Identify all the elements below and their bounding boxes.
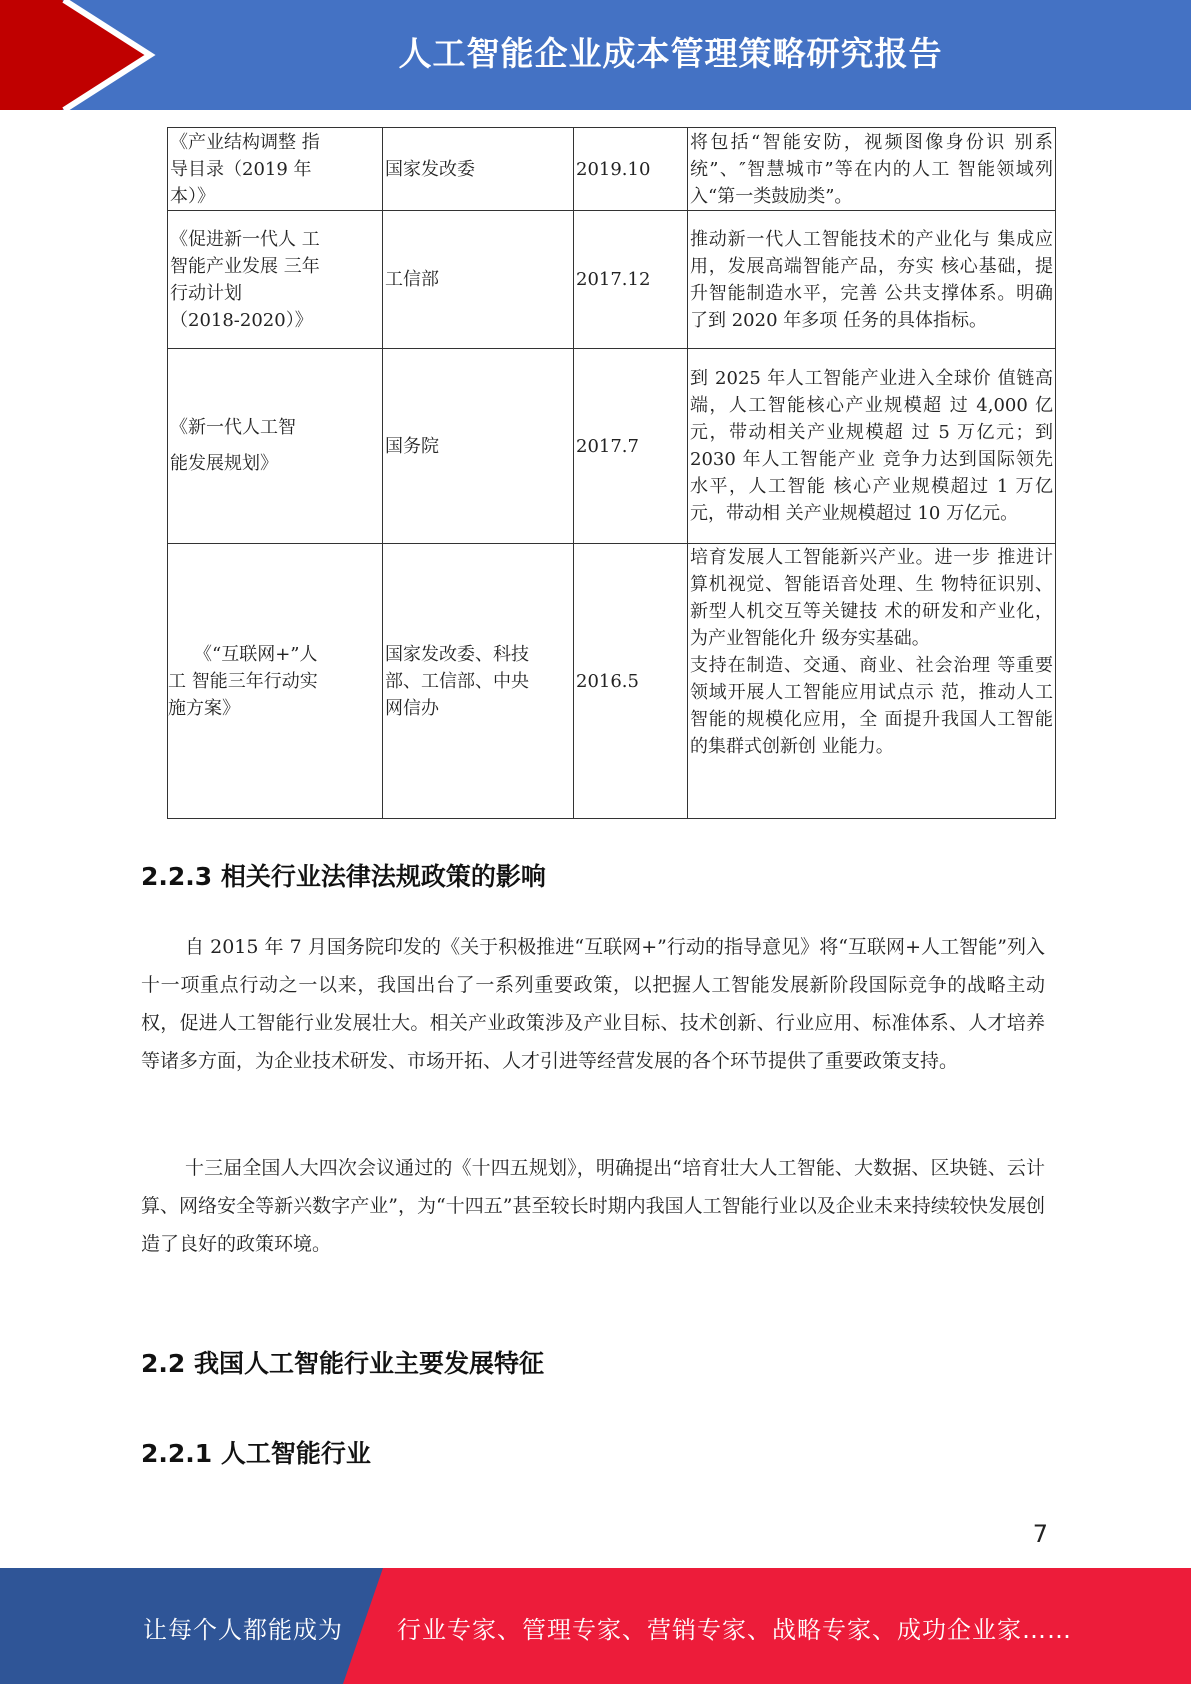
date-cell: 2016.5 [574,544,688,819]
table-row [168,128,1056,211]
date-cell: 2017.12 [574,211,688,349]
content-cell: 培育发展人工智能新兴产业。进一步 推进计算机视觉、智能语音处理、生 物特征识别、新型人机交互等关键技 术的研发和产业化，为产业智能化升 级夯实基础。 支持在制造、交通、商业、社会治理 等重要领域开展人工智能应用试点示 范，推动人工智能的规模化应用，全 面提升我国人工智能的集群式创新创 业能力。 [688,544,1056,819]
table-row [168,349,1056,544]
content-cell: 到 2025 年人工智能产业进入全球价 值链高端，人工智能核心产业规模超 过 4,000 亿元，带动相关产业规模超 过 5 万亿元；到 2030 年人工智能产业 竞争力达到国际领先水平，人工智能 核心产业规模超过 1 万亿元，带动相 关产业规模超过 10 万亿元。 [688,349,1056,544]
issuer-cell: 国务院 [383,349,574,544]
policy-name-cell: 《新一代人工智 能发展规划》 [168,349,383,544]
content-cell: 推动新一代人工智能技术的产业化与 集成应用，发展高端智能产品，夯实 核心基础，提升智能制造水平，完善 公共支撑体系。明确了到 2020 年多项 任务的具体指标。 [688,211,1056,349]
paragraph-policy-history: 自 2015 年 7 月国务院印发的《关于积极推进“互联网+”行动的指导意见》将“互联网+人工智能”列入十一项重点行动之一以来，我国出台了一系列重要政策，以把握人工智能发展新阶段国际竞争的战略主动权，促进人工智能行业发展壮大。相关产业政策涉及产业目标、技术创新、行业应用、标准体系、人才培养等诸多方面，为企业技术研发、市场开拓、人才引进等经营发展的各个环节提供了重要政策支持。 [141,936,1045,1072]
section-heading-2-2-3: 2.2.3 相关行业法律法规政策的影响 [141,862,546,891]
table-row [168,211,1056,349]
page-footer [0,1568,1191,1684]
date-cell: 2019.10 [574,128,688,211]
footer-slogan-right: 行业专家、管理专家、营销专家、战略专家、成功企业家…… [397,1616,1072,1644]
content-cell: 将包括“智能安防，视频图像身份识 别系统”、″智慧城市”等在内的人工 智能领域列入“第一类鼓励类”。 [688,128,1056,211]
page-header [0,0,1191,110]
table-row [168,544,1056,819]
page-number: 7 [1032,1520,1048,1548]
section-heading-2-2-1: 2.2.1 人工智能行业 [141,1439,371,1468]
issuer-cell: 工信部 [383,211,574,349]
policy-name-cell: 《产业结构调整 指 导目录（2019 年 本）》 [168,128,383,211]
page-title: 人工智能企业成本管理策略研究报告 [398,34,943,73]
issuer-cell: 国家发改委 [383,128,574,211]
policy-table [167,127,1056,819]
paragraph-14th-plan: 十三届全国人大四次会议通过的《十四五规划》，明确提出“培育壮大人工智能、大数据、区块链、云计算、网络安全等新兴数字产业”，为“十四五”甚至较长时期内我国人工智能行业以及企业未来持续较快发展创造了良好的政策环境。 [141,1157,1045,1255]
policy-name-cell: 《促进新一代人 工 智能产业发展 三年 行动计划 （2018-2020）》 [168,211,383,349]
footer-slogan-left: 让每个人都能成为 [143,1616,343,1644]
issuer-cell: 国家发改委、科技 部、工信部、中央 网信办 [383,544,574,819]
header-chevron-icon [0,0,160,110]
date-cell: 2017.7 [574,349,688,544]
policy-name-cell: 《“互联网+”人 工 智能三年行动实 施方案》 [168,544,383,819]
section-heading-2-2: 2.2 我国人工智能行业主要发展特征 [141,1349,544,1378]
